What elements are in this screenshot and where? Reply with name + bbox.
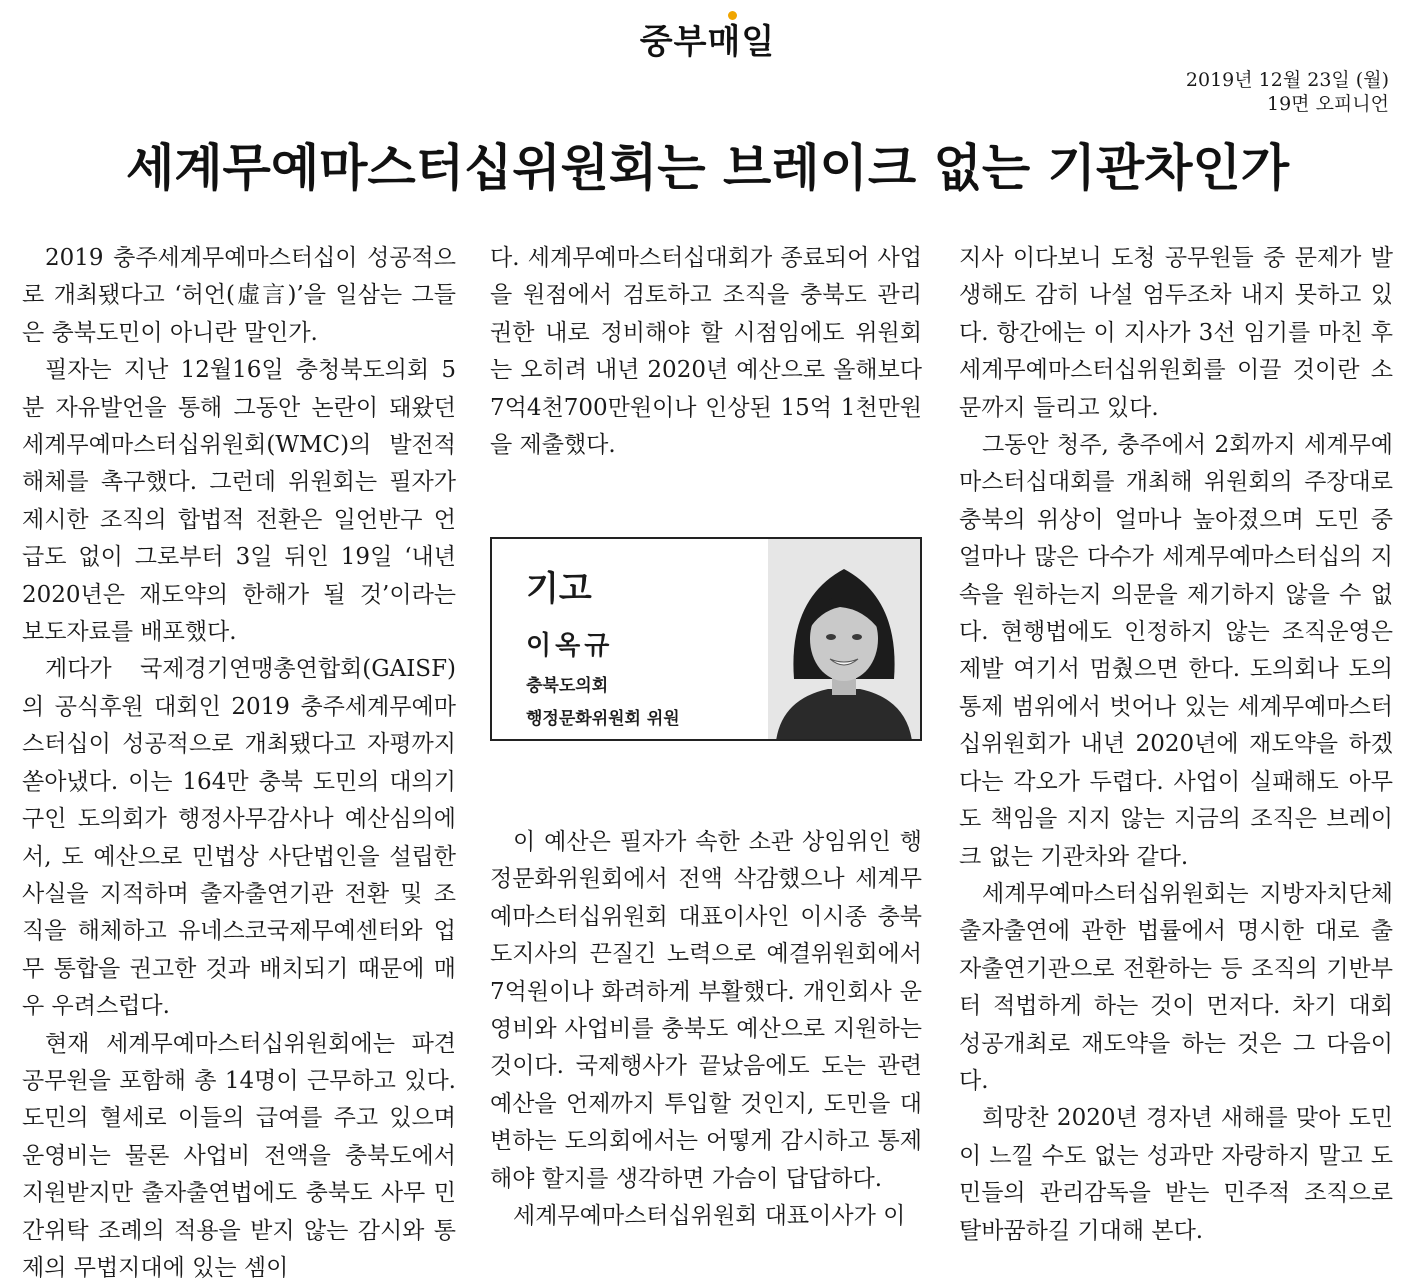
paragraph: 다. 세계무예마스터십대회가 종료되어 사업을 원점에서 검토하고 조직을 충북도 관리권한 내로 정비해야 할 시점임에도 위원회는 오히려 내년 2020년 예산으로 올해보다 7억4천700만원이나 인상된 15억 1천만원을 제출했다. [490, 245, 922, 459]
paragraph: 이 예산은 필자가 속한 소관 상임위인 행정문화위원회에서 전액 삭감했으나 세계무예마스터십위원회 대표이사인 이시종 충북도지사의 끈질긴 노력으로 예결위원회에서 7억원이나 화려하게 부활했다. 개인회사 운영비와 사업비를 충북도 예산으로 지원하는 것이다. 국제행사가 끝났음에도 도는 관련 예산을 언제까지 투입할 것인지, 도민을 대변하는 도의회에서는 어떻게 감시하고 통제해야 할지를 생각하면 가슴이 답답하다. [490, 829, 922, 1192]
paragraph: 현재 세계무예마스터십위원회에는 파견 공무원을 포함해 총 14명이 근무하고 있다. 도민의 혈세로 이들의 급여를 주고 있으며 운영비는 물론 사업비 전액을 충북도에서 지원받지만 출자출연법에도 충북도 사무 민간위탁 조례의 적용을 받지 않는 감시와 통제의 무법지대에 있는 셈이 [22, 1030, 456, 1281]
paragraph: 희망찬 2020년 경자년 새해를 맞아 도민이 느낄 수도 없는 성과만 자랑하지 말고 도민들의 관리감독을 받는 민주적 조직으로 탈바꿈하길 기대해 본다. [959, 1105, 1393, 1244]
paragraph: 지사 이다보니 도청 공무원들 중 문제가 발생해도 감히 나설 엄두조차 내지 못하고 있다. 항간에는 이 지사가 3선 임기를 마친 후 세계무예마스터십위원회를 이끌 것이란 소문까지 들리고 있다. [959, 245, 1393, 421]
contributor-affiliation: 충북도의회 [526, 676, 609, 696]
contributor-label: 기고 [526, 569, 592, 609]
portrait-photo-icon [768, 539, 920, 741]
page-section: 19면 오피니언 [1267, 93, 1389, 115]
contributor-box [490, 537, 922, 741]
contributor-name: 이옥규 [526, 631, 614, 661]
paragraph: 필자는 지난 12월16일 충청북도의회 5분 자유발언을 통해 그동안 논란이 돼왔던 세계무예마스터십위원회(WMC)의 발전적 해체를 촉구했다. 그런데 위원회는 필자가 제시한 조직의 합법적 전환은 일언반구 언급도 없이 그로부터 3일 뒤인 19일 ‘내년 2020년은 재도약의 한해가 될 것’이라는 보도자료를 배포했다. [22, 357, 456, 646]
paragraph: 세계무예마스터십위원회는 지방자치단체 출자출연에 관한 법률에서 명시한 대로 출자출연기관으로 전환하는 등 조직의 기반부터 적법하게 하는 것이 먼저다. 차기 대회 성공개최로 재도약을 하는 것은 그 다음이다. [959, 880, 1393, 1094]
article-column-2-top [490, 240, 922, 464]
newspaper-logo: 중부매일 [640, 14, 775, 63]
paragraph: 게다가 국제경기연맹총연합회(GAISF)의 공식후원 대회인 2019 충주세계무예마스터십이 성공적으로 개최됐다고 자평까지 쏟아냈다. 이는 164만 충북 도민의 대의기구인 도의회가 행정사무감사나 예산심의에서, 도 예산으로 민법상 사단법인을 설립한 사실을 지적하며 출자출연기관 전환 및 조직을 해체하고 유네스코국제무예센터와 업무 통합을 권고한 것과 배치되기 때문에 매우 우려스럽다. [22, 656, 456, 1020]
contributor-position: 행정문화위원회 위원 [526, 709, 680, 729]
paragraph: 그동안 청주, 충주에서 2회까지 세계무예마스터십대회를 개최해 위원회의 주장대로 충북의 위상이 얼마나 높아졌으며 도민 중 얼마나 많은 다수가 세계무예마스터십의 지속을 원하는지 의문을 제기하지 않을 수 없다. 현행법에도 인정하지 않는 조직운영은 제발 여기서 멈췄으면 한다. 도의회나 도의 통제 범위에서 벗어나 있는 세계무예마스터십위원회가 내년 2020년에 재도약을 하겠다는 각오가 두렵다. 사업이 실패해도 아무도 책임을 지지 않는 지금의 조직은 브레이크 없는 기관차와 같다. [959, 432, 1393, 870]
article-column-2-bottom [490, 824, 922, 1235]
paragraph: 세계무예마스터십위원회 대표이사가 이 [513, 1203, 906, 1230]
headline: 세계무예마스터십위원회는 브레이크 없는 기관차인가 [125, 139, 1290, 197]
dateline [1186, 68, 1389, 116]
masthead [0, 14, 1415, 63]
issue-date: 2019년 12월 23일 (월) [1185, 69, 1389, 91]
article-column-1 [22, 240, 456, 1287]
paragraph: 2019 충주세계무예마스터십이 성공적으로 개최됐다고 ‘허언(虛言)’을 일삼는 그들은 충북도민이 아니란 말인가. [22, 245, 456, 346]
article-column-3 [959, 240, 1393, 1250]
